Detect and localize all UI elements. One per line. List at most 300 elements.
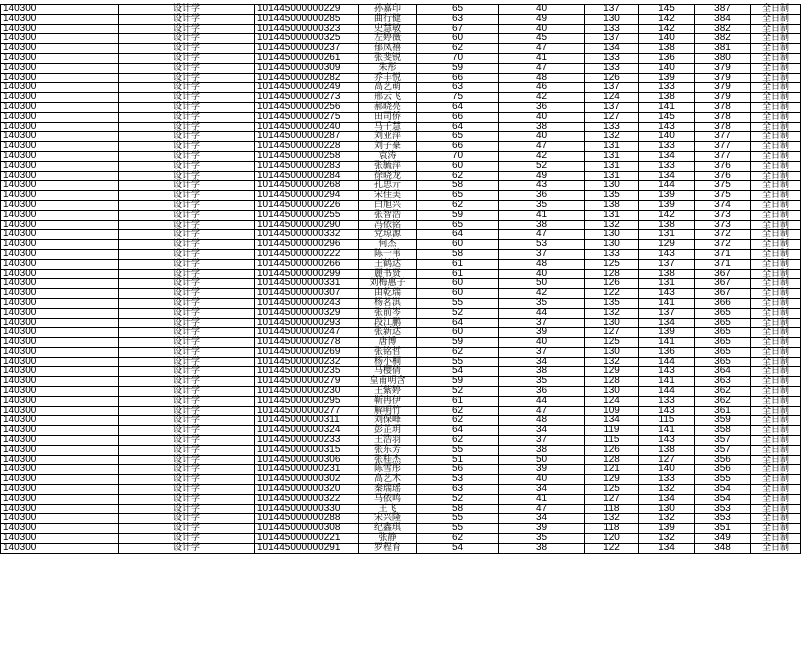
subject-two-score-cell: 131 bbox=[639, 279, 695, 289]
candidate-name-cell: 罗程育 bbox=[359, 543, 417, 553]
candidate-name-cell: 马樱倩 bbox=[359, 367, 417, 377]
subject-two-score-cell: 134 bbox=[639, 494, 695, 504]
foreign-language-score-cell: 50 bbox=[499, 455, 585, 465]
study-mode-cell: 全日制 bbox=[751, 44, 801, 54]
subject-one-score-cell: 132 bbox=[585, 220, 639, 230]
department-code-cell: 140300 bbox=[1, 210, 119, 220]
table-row bbox=[1, 63, 801, 73]
major-name-cell: 设计学 bbox=[119, 514, 255, 524]
major-name-cell: 设计学 bbox=[119, 171, 255, 181]
table-row bbox=[1, 308, 801, 318]
subject-one-score-cell: 122 bbox=[585, 289, 639, 299]
foreign-language-score-cell: 36 bbox=[499, 191, 585, 201]
candidate-id-cell: 101445000000322 bbox=[255, 494, 359, 504]
subject-one-score-cell: 135 bbox=[585, 298, 639, 308]
department-code-cell: 140300 bbox=[1, 53, 119, 63]
study-mode-cell: 全日制 bbox=[751, 328, 801, 338]
total-score-cell: 367 bbox=[695, 269, 751, 279]
politics-score-cell: 64 bbox=[417, 230, 499, 240]
subject-two-score-cell: 134 bbox=[639, 543, 695, 553]
subject-two-score-cell: 144 bbox=[639, 181, 695, 191]
total-score-cell: 363 bbox=[695, 377, 751, 387]
major-name-cell: 设计学 bbox=[119, 455, 255, 465]
major-name-cell: 设计学 bbox=[119, 298, 255, 308]
major-name-cell: 设计学 bbox=[119, 465, 255, 475]
candidate-name-cell: 邢云飞 bbox=[359, 93, 417, 103]
table-row bbox=[1, 44, 801, 54]
subject-two-score-cell: 142 bbox=[639, 14, 695, 24]
politics-score-cell: 62 bbox=[417, 534, 499, 544]
subject-two-score-cell: 144 bbox=[639, 357, 695, 367]
candidate-id-cell: 101445000000282 bbox=[255, 73, 359, 83]
politics-score-cell: 61 bbox=[417, 396, 499, 406]
candidate-id-cell: 101445000000308 bbox=[255, 524, 359, 534]
total-score-cell: 359 bbox=[695, 416, 751, 426]
table-row bbox=[1, 249, 801, 259]
subject-two-score-cell: 133 bbox=[639, 161, 695, 171]
subject-two-score-cell: 132 bbox=[639, 514, 695, 524]
candidate-name-cell: 张斐锐 bbox=[359, 53, 417, 63]
study-mode-cell: 全日制 bbox=[751, 83, 801, 93]
study-mode-cell: 全日制 bbox=[751, 416, 801, 426]
candidate-id-cell: 101445000000255 bbox=[255, 210, 359, 220]
politics-score-cell: 65 bbox=[417, 191, 499, 201]
subject-two-score-cell: 115 bbox=[639, 416, 695, 426]
subject-one-score-cell: 126 bbox=[585, 279, 639, 289]
foreign-language-score-cell: 45 bbox=[499, 34, 585, 44]
major-name-cell: 设计学 bbox=[119, 112, 255, 122]
major-name-cell: 设计学 bbox=[119, 426, 255, 436]
candidate-name-cell: 王浩羽 bbox=[359, 436, 417, 446]
politics-score-cell: 62 bbox=[417, 200, 499, 210]
subject-one-score-cell: 133 bbox=[585, 24, 639, 34]
candidate-id-cell: 101445000000230 bbox=[255, 387, 359, 397]
study-mode-cell: 全日制 bbox=[751, 396, 801, 406]
politics-score-cell: 62 bbox=[417, 44, 499, 54]
table-row bbox=[1, 396, 801, 406]
study-mode-cell: 全日制 bbox=[751, 220, 801, 230]
politics-score-cell: 65 bbox=[417, 5, 499, 15]
foreign-language-score-cell: 38 bbox=[499, 122, 585, 132]
foreign-language-score-cell: 48 bbox=[499, 259, 585, 269]
study-mode-cell: 全日制 bbox=[751, 357, 801, 367]
candidate-id-cell: 101445000000269 bbox=[255, 347, 359, 357]
politics-score-cell: 62 bbox=[417, 347, 499, 357]
total-score-cell: 366 bbox=[695, 298, 751, 308]
candidate-id-cell: 101445000000258 bbox=[255, 151, 359, 161]
candidate-id-cell: 101445000000325 bbox=[255, 34, 359, 44]
total-score-cell: 384 bbox=[695, 14, 751, 24]
table-row bbox=[1, 93, 801, 103]
politics-score-cell: 60 bbox=[417, 240, 499, 250]
total-score-cell: 372 bbox=[695, 240, 751, 250]
subject-two-score-cell: 139 bbox=[639, 191, 695, 201]
total-score-cell: 365 bbox=[695, 308, 751, 318]
major-name-cell: 设计学 bbox=[119, 102, 255, 112]
candidate-id-cell: 101445000000266 bbox=[255, 259, 359, 269]
subject-one-score-cell: 121 bbox=[585, 465, 639, 475]
politics-score-cell: 55 bbox=[417, 357, 499, 367]
candidate-name-cell: 皇甫明含 bbox=[359, 377, 417, 387]
subject-two-score-cell: 139 bbox=[639, 200, 695, 210]
candidate-id-cell: 101445000000307 bbox=[255, 289, 359, 299]
study-mode-cell: 全日制 bbox=[751, 249, 801, 259]
subject-two-score-cell: 141 bbox=[639, 338, 695, 348]
candidate-id-cell: 101445000000309 bbox=[255, 63, 359, 73]
candidate-id-cell: 101445000000240 bbox=[255, 122, 359, 132]
major-name-cell: 设计学 bbox=[119, 73, 255, 83]
department-code-cell: 140300 bbox=[1, 5, 119, 15]
candidate-name-cell: 张静 bbox=[359, 534, 417, 544]
candidate-name-cell: 郝晓亮 bbox=[359, 102, 417, 112]
major-name-cell: 设计学 bbox=[119, 318, 255, 328]
candidate-id-cell: 101445000000283 bbox=[255, 161, 359, 171]
candidate-id-cell: 101445000000285 bbox=[255, 14, 359, 24]
total-score-cell: 356 bbox=[695, 455, 751, 465]
study-mode-cell: 全日制 bbox=[751, 151, 801, 161]
department-code-cell: 140300 bbox=[1, 83, 119, 93]
major-name-cell: 设计学 bbox=[119, 44, 255, 54]
table-row bbox=[1, 142, 801, 152]
politics-score-cell: 54 bbox=[417, 367, 499, 377]
candidate-name-cell: 彭芷玥 bbox=[359, 426, 417, 436]
major-name-cell: 设计学 bbox=[119, 181, 255, 191]
subject-one-score-cell: 126 bbox=[585, 445, 639, 455]
major-name-cell: 设计学 bbox=[119, 543, 255, 553]
foreign-language-score-cell: 39 bbox=[499, 328, 585, 338]
subject-one-score-cell: 126 bbox=[585, 73, 639, 83]
total-score-cell: 353 bbox=[695, 514, 751, 524]
subject-one-score-cell: 133 bbox=[585, 249, 639, 259]
foreign-language-score-cell: 34 bbox=[499, 485, 585, 495]
total-score-cell: 367 bbox=[695, 279, 751, 289]
major-name-cell: 设计学 bbox=[119, 63, 255, 73]
politics-score-cell: 61 bbox=[417, 269, 499, 279]
politics-score-cell: 58 bbox=[417, 504, 499, 514]
candidate-id-cell: 101445000000232 bbox=[255, 357, 359, 367]
total-score-cell: 365 bbox=[695, 347, 751, 357]
candidate-id-cell: 101445000000222 bbox=[255, 249, 359, 259]
department-code-cell: 140300 bbox=[1, 24, 119, 34]
candidate-name-cell: 张新达 bbox=[359, 328, 417, 338]
subject-one-score-cell: 130 bbox=[585, 14, 639, 24]
subject-one-score-cell: 124 bbox=[585, 396, 639, 406]
major-name-cell: 设计学 bbox=[119, 93, 255, 103]
study-mode-cell: 全日制 bbox=[751, 494, 801, 504]
foreign-language-score-cell: 44 bbox=[499, 396, 585, 406]
candidate-name-cell: 刘子豪 bbox=[359, 142, 417, 152]
total-score-cell: 353 bbox=[695, 504, 751, 514]
politics-score-cell: 62 bbox=[417, 406, 499, 416]
study-mode-cell: 全日制 bbox=[751, 455, 801, 465]
study-mode-cell: 全日制 bbox=[751, 377, 801, 387]
foreign-language-score-cell: 52 bbox=[499, 161, 585, 171]
candidate-id-cell: 101445000000295 bbox=[255, 396, 359, 406]
foreign-language-score-cell: 35 bbox=[499, 377, 585, 387]
subject-one-score-cell: 128 bbox=[585, 269, 639, 279]
study-mode-cell: 全日制 bbox=[751, 524, 801, 534]
major-name-cell: 设计学 bbox=[119, 230, 255, 240]
study-mode-cell: 全日制 bbox=[751, 132, 801, 142]
subject-one-score-cell: 132 bbox=[585, 132, 639, 142]
subject-two-score-cell: 131 bbox=[639, 230, 695, 240]
department-code-cell: 140300 bbox=[1, 220, 119, 230]
major-name-cell: 设计学 bbox=[119, 200, 255, 210]
total-score-cell: 377 bbox=[695, 132, 751, 142]
table-row bbox=[1, 259, 801, 269]
department-code-cell: 140300 bbox=[1, 269, 119, 279]
candidate-name-cell: 陈雪彤 bbox=[359, 465, 417, 475]
department-code-cell: 140300 bbox=[1, 191, 119, 201]
candidate-name-cell: 刘亚萍 bbox=[359, 132, 417, 142]
total-score-cell: 377 bbox=[695, 142, 751, 152]
candidate-id-cell: 101445000000226 bbox=[255, 200, 359, 210]
candidate-id-cell: 101445000000275 bbox=[255, 112, 359, 122]
candidate-name-cell: 王飞 bbox=[359, 504, 417, 514]
candidate-id-cell: 101445000000268 bbox=[255, 181, 359, 191]
total-score-cell: 379 bbox=[695, 73, 751, 83]
department-code-cell: 140300 bbox=[1, 151, 119, 161]
study-mode-cell: 全日制 bbox=[751, 298, 801, 308]
study-mode-cell: 全日制 bbox=[751, 240, 801, 250]
total-score-cell: 364 bbox=[695, 367, 751, 377]
department-code-cell: 140300 bbox=[1, 200, 119, 210]
major-name-cell: 设计学 bbox=[119, 279, 255, 289]
foreign-language-score-cell: 37 bbox=[499, 249, 585, 259]
study-mode-cell: 全日制 bbox=[751, 210, 801, 220]
subject-one-score-cell: 128 bbox=[585, 455, 639, 465]
department-code-cell: 140300 bbox=[1, 455, 119, 465]
study-mode-cell: 全日制 bbox=[751, 475, 801, 485]
department-code-cell: 140300 bbox=[1, 543, 119, 553]
subject-two-score-cell: 138 bbox=[639, 445, 695, 455]
study-mode-cell: 全日制 bbox=[751, 338, 801, 348]
department-code-cell: 140300 bbox=[1, 524, 119, 534]
study-mode-cell: 全日制 bbox=[751, 122, 801, 132]
foreign-language-score-cell: 48 bbox=[499, 73, 585, 83]
subject-two-score-cell: 139 bbox=[639, 73, 695, 83]
study-mode-cell: 全日制 bbox=[751, 485, 801, 495]
subject-one-score-cell: 133 bbox=[585, 53, 639, 63]
study-mode-cell: 全日制 bbox=[751, 63, 801, 73]
study-mode-cell: 全日制 bbox=[751, 308, 801, 318]
subject-one-score-cell: 124 bbox=[585, 93, 639, 103]
study-mode-cell: 全日制 bbox=[751, 181, 801, 191]
study-mode-cell: 全日制 bbox=[751, 161, 801, 171]
major-name-cell: 设计学 bbox=[119, 416, 255, 426]
study-mode-cell: 全日制 bbox=[751, 269, 801, 279]
candidate-name-cell: 曲行健 bbox=[359, 14, 417, 24]
study-mode-cell: 全日制 bbox=[751, 347, 801, 357]
candidate-name-cell: 靳冉伊 bbox=[359, 396, 417, 406]
foreign-language-score-cell: 49 bbox=[499, 171, 585, 181]
foreign-language-score-cell: 47 bbox=[499, 406, 585, 416]
candidate-id-cell: 101445000000323 bbox=[255, 24, 359, 34]
subject-one-score-cell: 133 bbox=[585, 63, 639, 73]
foreign-language-score-cell: 42 bbox=[499, 289, 585, 299]
politics-score-cell: 63 bbox=[417, 83, 499, 93]
subject-one-score-cell: 131 bbox=[585, 142, 639, 152]
major-name-cell: 设计学 bbox=[119, 34, 255, 44]
study-mode-cell: 全日制 bbox=[751, 142, 801, 152]
table-row bbox=[1, 298, 801, 308]
candidate-id-cell: 101445000000299 bbox=[255, 269, 359, 279]
candidate-id-cell: 101445000000221 bbox=[255, 534, 359, 544]
table-row bbox=[1, 112, 801, 122]
politics-score-cell: 59 bbox=[417, 63, 499, 73]
total-score-cell: 378 bbox=[695, 122, 751, 132]
major-name-cell: 设计学 bbox=[119, 406, 255, 416]
subject-one-score-cell: 130 bbox=[585, 347, 639, 357]
major-name-cell: 设计学 bbox=[119, 494, 255, 504]
study-mode-cell: 全日制 bbox=[751, 24, 801, 34]
subject-two-score-cell: 141 bbox=[639, 298, 695, 308]
department-code-cell: 140300 bbox=[1, 249, 119, 259]
total-score-cell: 365 bbox=[695, 338, 751, 348]
candidate-name-cell: 左婷薇 bbox=[359, 34, 417, 44]
subject-two-score-cell: 139 bbox=[639, 328, 695, 338]
subject-one-score-cell: 128 bbox=[585, 377, 639, 387]
candidate-id-cell: 101445000000315 bbox=[255, 445, 359, 455]
subject-two-score-cell: 145 bbox=[639, 112, 695, 122]
total-score-cell: 365 bbox=[695, 357, 751, 367]
foreign-language-score-cell: 38 bbox=[499, 445, 585, 455]
study-mode-cell: 全日制 bbox=[751, 504, 801, 514]
candidate-name-cell: 刘梅惠子 bbox=[359, 279, 417, 289]
politics-score-cell: 58 bbox=[417, 249, 499, 259]
candidate-id-cell: 101445000000249 bbox=[255, 83, 359, 93]
foreign-language-score-cell: 37 bbox=[499, 436, 585, 446]
total-score-cell: 351 bbox=[695, 524, 751, 534]
total-score-cell: 354 bbox=[695, 494, 751, 504]
candidate-id-cell: 101445000000302 bbox=[255, 475, 359, 485]
candidate-id-cell: 101445000000291 bbox=[255, 543, 359, 553]
politics-score-cell: 60 bbox=[417, 34, 499, 44]
candidate-id-cell: 101445000000228 bbox=[255, 142, 359, 152]
subject-two-score-cell: 133 bbox=[639, 396, 695, 406]
candidate-name-cell: 张智浩 bbox=[359, 210, 417, 220]
study-mode-cell: 全日制 bbox=[751, 318, 801, 328]
candidate-id-cell: 101445000000284 bbox=[255, 171, 359, 181]
foreign-language-score-cell: 41 bbox=[499, 494, 585, 504]
candidate-name-cell: 宋佳美 bbox=[359, 191, 417, 201]
subject-two-score-cell: 132 bbox=[639, 485, 695, 495]
candidate-name-cell: 秦瑞瑶 bbox=[359, 485, 417, 495]
study-mode-cell: 全日制 bbox=[751, 514, 801, 524]
study-mode-cell: 全日制 bbox=[751, 5, 801, 15]
subject-two-score-cell: 134 bbox=[639, 318, 695, 328]
foreign-language-score-cell: 34 bbox=[499, 426, 585, 436]
department-code-cell: 140300 bbox=[1, 396, 119, 406]
politics-score-cell: 55 bbox=[417, 514, 499, 524]
subject-one-score-cell: 133 bbox=[585, 122, 639, 132]
foreign-language-score-cell: 46 bbox=[499, 83, 585, 93]
foreign-language-score-cell: 38 bbox=[499, 220, 585, 230]
foreign-language-score-cell: 34 bbox=[499, 357, 585, 367]
candidate-id-cell: 101445000000235 bbox=[255, 367, 359, 377]
major-name-cell: 设计学 bbox=[119, 191, 255, 201]
total-score-cell: 354 bbox=[695, 485, 751, 495]
subject-two-score-cell: 143 bbox=[639, 367, 695, 377]
subject-one-score-cell: 131 bbox=[585, 171, 639, 181]
candidate-name-cell: 唐博 bbox=[359, 338, 417, 348]
total-score-cell: 365 bbox=[695, 328, 751, 338]
foreign-language-score-cell: 39 bbox=[499, 524, 585, 534]
major-name-cell: 设计学 bbox=[119, 524, 255, 534]
total-score-cell: 348 bbox=[695, 543, 751, 553]
politics-score-cell: 52 bbox=[417, 494, 499, 504]
subject-one-score-cell: 125 bbox=[585, 259, 639, 269]
subject-two-score-cell: 137 bbox=[639, 308, 695, 318]
major-name-cell: 设计学 bbox=[119, 53, 255, 63]
politics-score-cell: 58 bbox=[417, 181, 499, 191]
study-mode-cell: 全日制 bbox=[751, 93, 801, 103]
subject-one-score-cell: 119 bbox=[585, 426, 639, 436]
total-score-cell: 356 bbox=[695, 465, 751, 475]
candidate-name-cell: 何杰 bbox=[359, 240, 417, 250]
department-code-cell: 140300 bbox=[1, 387, 119, 397]
candidate-id-cell: 101445000000296 bbox=[255, 240, 359, 250]
foreign-language-score-cell: 35 bbox=[499, 200, 585, 210]
study-mode-cell: 全日制 bbox=[751, 426, 801, 436]
politics-score-cell: 64 bbox=[417, 122, 499, 132]
subject-two-score-cell: 129 bbox=[639, 240, 695, 250]
candidate-id-cell: 101445000000233 bbox=[255, 436, 359, 446]
major-name-cell: 设计学 bbox=[119, 5, 255, 15]
subject-two-score-cell: 143 bbox=[639, 122, 695, 132]
foreign-language-score-cell: 50 bbox=[499, 279, 585, 289]
candidate-name-cell: 马依鸣 bbox=[359, 494, 417, 504]
subject-two-score-cell: 143 bbox=[639, 436, 695, 446]
subject-two-score-cell: 127 bbox=[639, 455, 695, 465]
table-row bbox=[1, 387, 801, 397]
table-row bbox=[1, 436, 801, 446]
candidate-name-cell: 麗书贤 bbox=[359, 269, 417, 279]
candidate-name-cell: 孔思亓 bbox=[359, 181, 417, 191]
foreign-language-score-cell: 35 bbox=[499, 298, 585, 308]
total-score-cell: 371 bbox=[695, 249, 751, 259]
politics-score-cell: 63 bbox=[417, 485, 499, 495]
major-name-cell: 设计学 bbox=[119, 347, 255, 357]
politics-score-cell: 54 bbox=[417, 543, 499, 553]
foreign-language-score-cell: 47 bbox=[499, 44, 585, 54]
candidate-name-cell: 党琼源 bbox=[359, 230, 417, 240]
politics-score-cell: 61 bbox=[417, 259, 499, 269]
table-body bbox=[1, 5, 801, 554]
department-code-cell: 140300 bbox=[1, 406, 119, 416]
total-score-cell: 373 bbox=[695, 220, 751, 230]
department-code-cell: 140300 bbox=[1, 475, 119, 485]
subject-one-score-cell: 130 bbox=[585, 318, 639, 328]
candidate-name-cell: 高艺木 bbox=[359, 475, 417, 485]
politics-score-cell: 64 bbox=[417, 426, 499, 436]
department-code-cell: 140300 bbox=[1, 504, 119, 514]
table-row bbox=[1, 347, 801, 357]
major-name-cell: 设计学 bbox=[119, 249, 255, 259]
politics-score-cell: 65 bbox=[417, 220, 499, 230]
foreign-language-score-cell: 40 bbox=[499, 269, 585, 279]
foreign-language-score-cell: 43 bbox=[499, 181, 585, 191]
subject-one-score-cell: 131 bbox=[585, 161, 639, 171]
foreign-language-score-cell: 39 bbox=[499, 465, 585, 475]
department-code-cell: 140300 bbox=[1, 416, 119, 426]
candidate-name-cell: 乔丰悦 bbox=[359, 73, 417, 83]
subject-one-score-cell: 137 bbox=[585, 5, 639, 15]
table-row bbox=[1, 338, 801, 348]
department-code-cell: 140300 bbox=[1, 132, 119, 142]
candidate-name-cell: 郁凤禧 bbox=[359, 44, 417, 54]
department-code-cell: 140300 bbox=[1, 347, 119, 357]
